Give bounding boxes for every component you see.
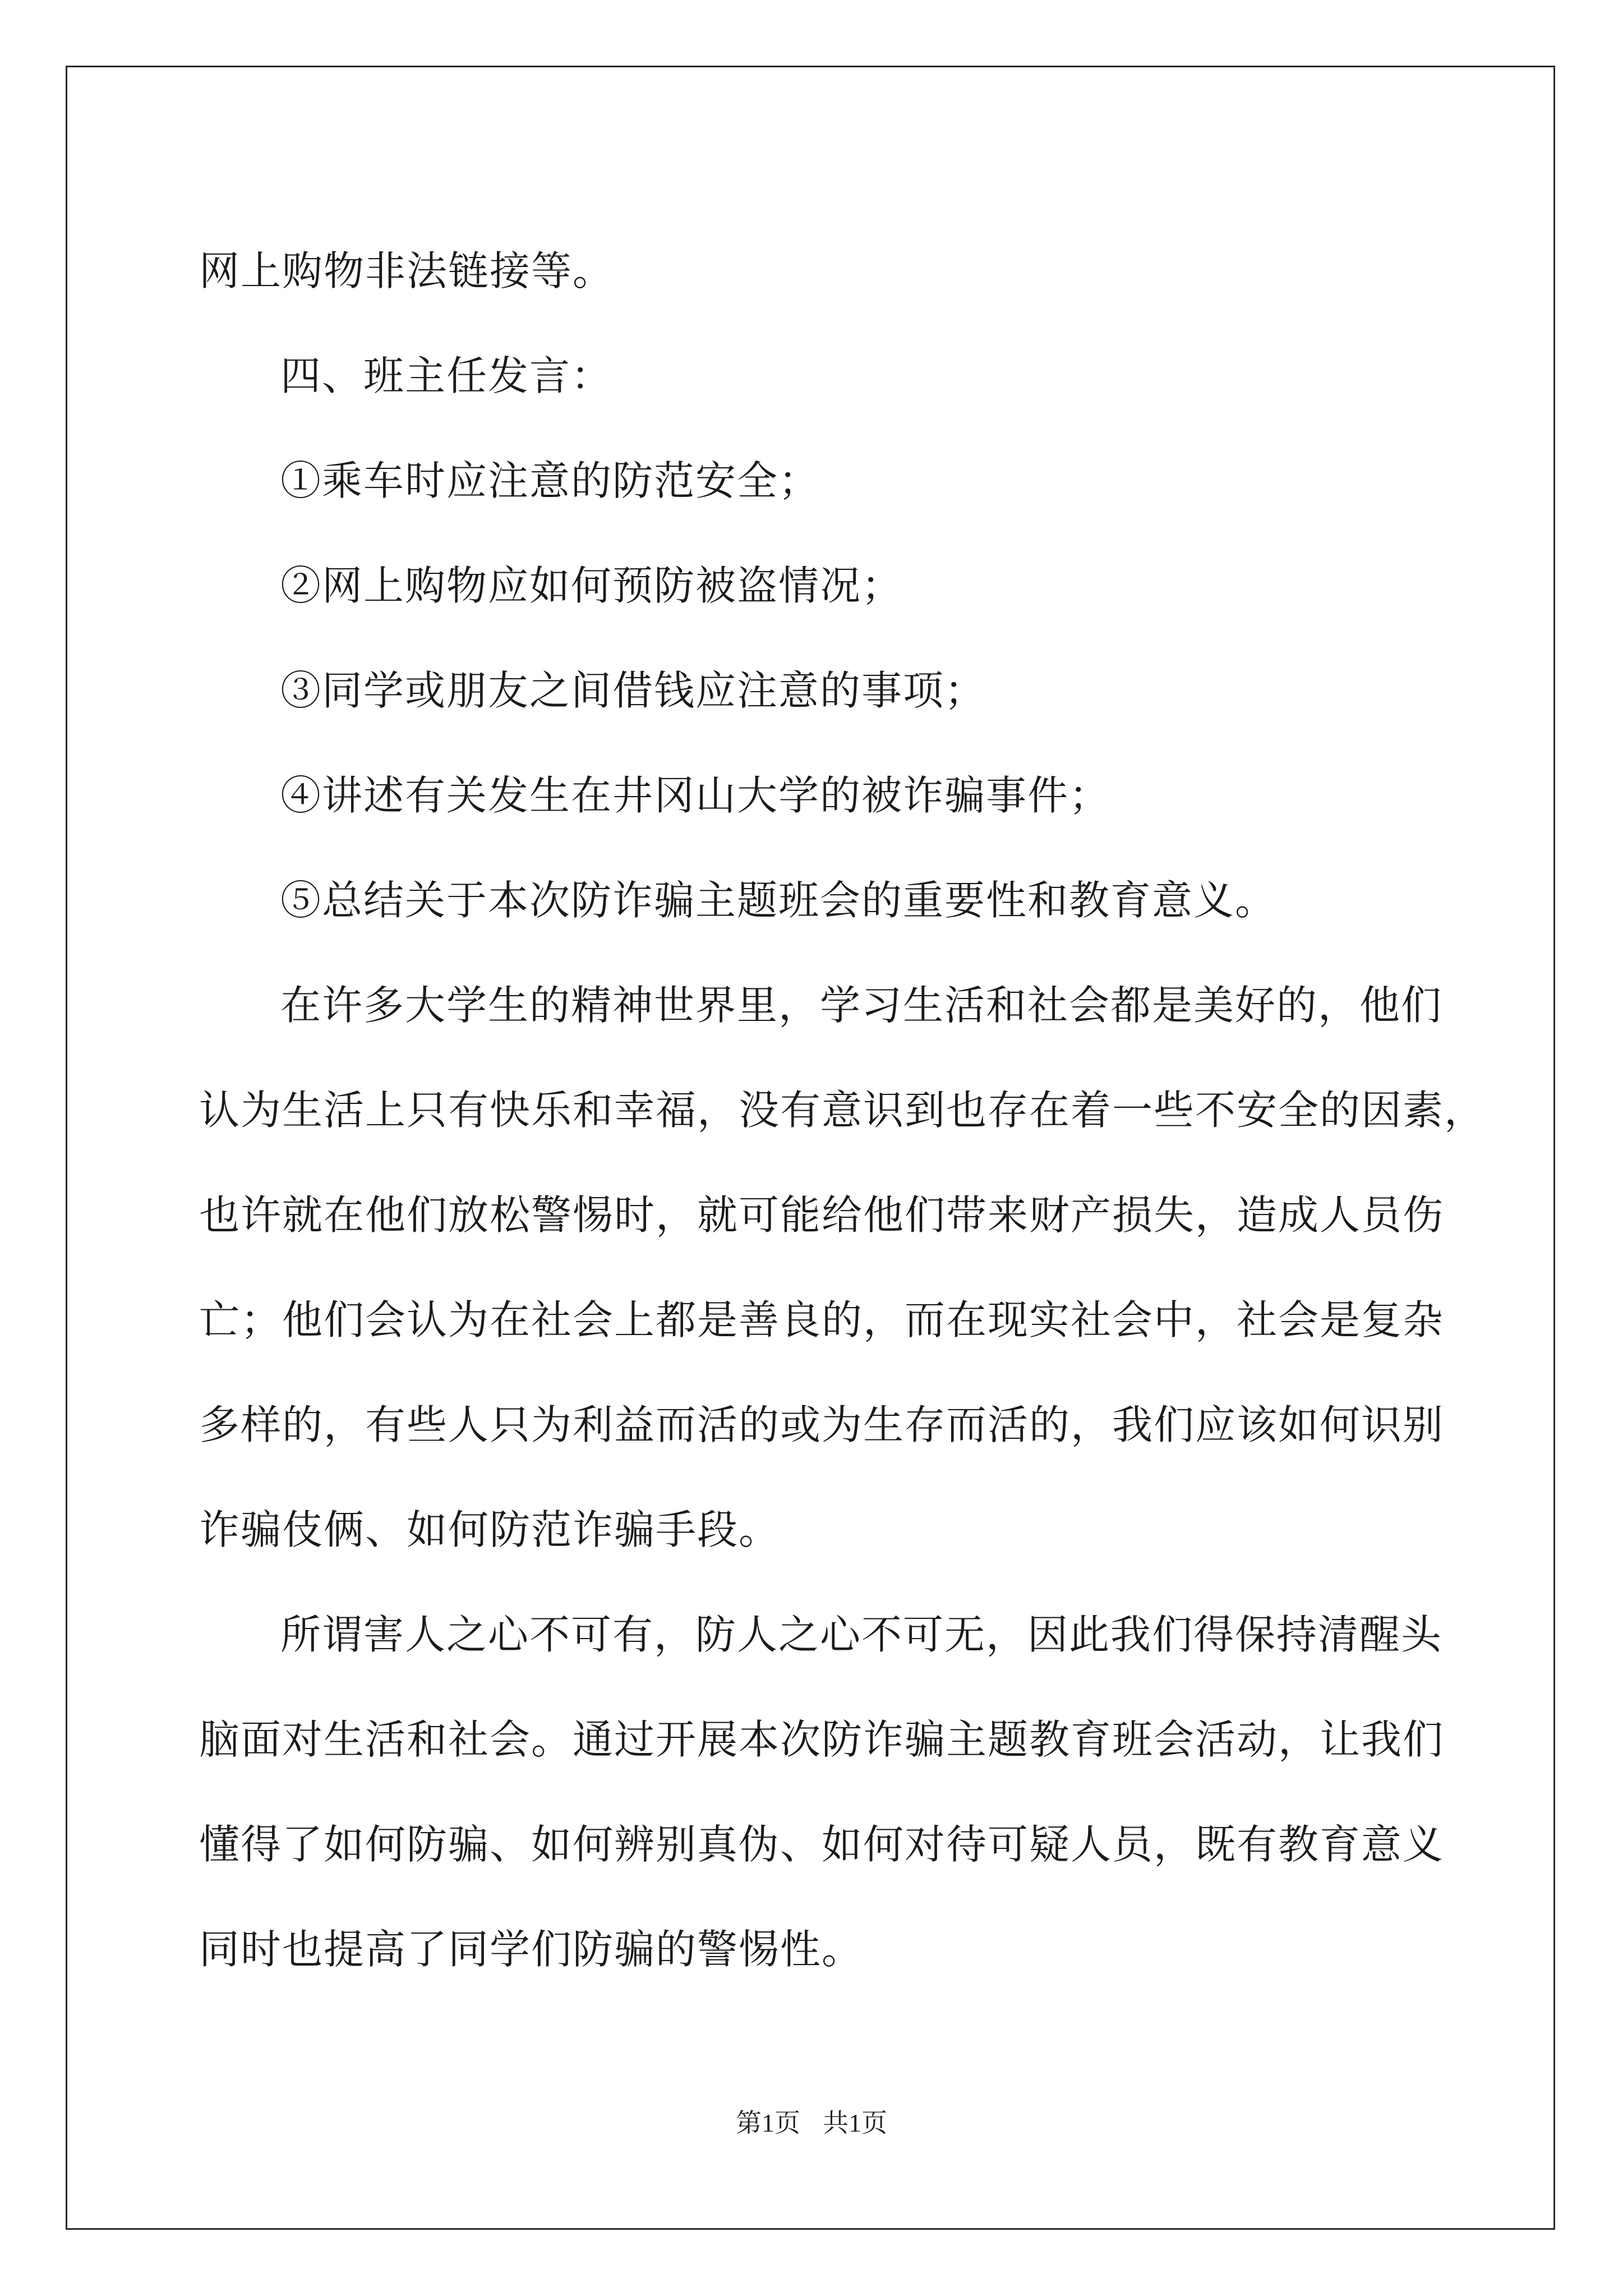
paragraph-line: 懂得了如何防骗、如何辨别真伪、如何对待可疑人员，既有教育意义 (199, 1821, 1445, 1868)
paragraph-line: 也许就在他们放松警惕时，就可能给他们带来财产损失，造成人员伤 (199, 1191, 1445, 1239)
paragraph-line: 在许多大学生的精神世界里，学习生活和社会都是美好的，他们 (280, 982, 1443, 1029)
paragraph-line: 诈骗伎俩、如何防范诈骗手段。 (199, 1506, 781, 1553)
paragraph-line: 亡；他们会认为在社会上都是善良的，而在现实社会中，社会是复杂 (199, 1296, 1445, 1343)
page-number: 第1页 (736, 2109, 800, 2137)
list-item: ③同学或朋友之间借钱应注意的事项； (280, 667, 986, 714)
text-line: 网上购物非法链接等。 (199, 247, 615, 295)
list-item: ⑤总结关于本次防诈骗主题班会的重要性和教育意义。 (280, 877, 1277, 924)
section-heading: 四、班主任发言： (280, 352, 613, 399)
list-item: ①乘车时应注意的防范安全； (280, 457, 820, 504)
paragraph-line: 所谓害人之心不可有，防人之心不可无，因此我们得保持清醒头 (280, 1611, 1443, 1658)
paragraph-line: 认为生活上只有快乐和幸福，没有意识到也存在着一些不安全的因素， (199, 1087, 1486, 1134)
paragraph-line: 同时也提高了同学们防骗的警惕性。 (199, 1926, 864, 1973)
paragraph-line: 多样的，有些人只为利益而活的或为生存而活的，我们应该如何识别 (199, 1401, 1445, 1448)
list-item: ④讲述有关发生在井冈山大学的被诈骗事件； (280, 772, 1111, 819)
page-footer (0, 2106, 1623, 2140)
document-body (199, 219, 1486, 2002)
page-total: 共1页 (823, 2109, 887, 2137)
paragraph-line: 脑面对生活和社会。通过开展本次防诈骗主题教育班会活动，让我们 (199, 1716, 1445, 1763)
list-item: ②网上购物应如何预防被盗情况； (280, 562, 903, 609)
